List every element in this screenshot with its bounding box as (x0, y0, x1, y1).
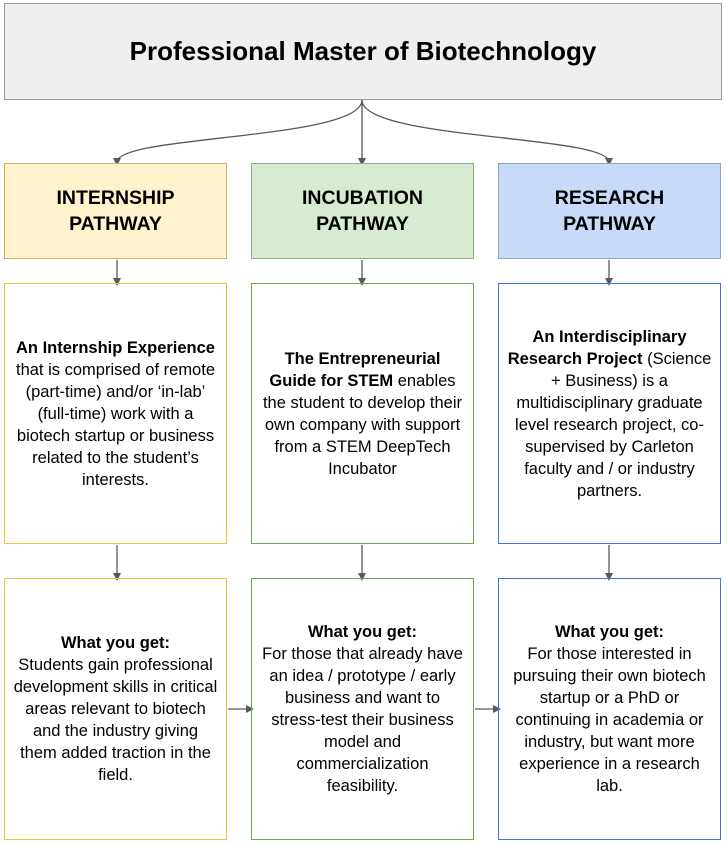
diagram-title: Professional Master of Biotechnology (129, 36, 597, 66)
research-description-bold: An Interdisciplinary Research Project (507, 327, 687, 368)
connector-title-internship (117, 100, 362, 162)
research-description-text: (Science + Business) is a multidisciplinary graduate level research project, co-supervised by Carleton faculty and / or industry partners. (515, 349, 712, 500)
incubation-benefits-heading: What you get: (307, 623, 418, 641)
internship-description-box (4, 283, 227, 544)
internship-description-bold: An Internship Experience (16, 338, 215, 357)
incubation-benefits-text: For those that already have an idea / prototype / early business and want to stress-test their business model and commercialization feasibility. (262, 645, 463, 795)
research-description (507, 326, 712, 502)
internship-benefits-heading: What you get: (60, 634, 171, 652)
research-pathway-header (498, 163, 721, 259)
internship-header-line1: INTERNSHIP (56, 187, 175, 209)
connector-title-research (362, 100, 609, 162)
research-benefits-text: For those interested in pursuing their own biotech startup or a PhD or continuing in academia or industry, but want more experience in a research lab. (513, 645, 706, 795)
incubation-pathway-header (251, 163, 474, 259)
incubation-description-bold: The Entrepreneurial Guide for STEM (269, 349, 441, 390)
internship-header-line2: PATHWAY (69, 213, 162, 235)
research-header-line2: PATHWAY (563, 213, 656, 235)
research-benefits-heading: What you get: (554, 623, 665, 641)
incubation-description (260, 348, 465, 480)
internship-description-text: that is comprised of remote (part-time) and/or ‘in-lab’ (full-time) work with a biotech startup or business related to the student’s interests. (16, 360, 215, 489)
incubation-header-line1: INCUBATION (302, 187, 423, 209)
incubation-header-line2: PATHWAY (316, 213, 409, 235)
incubation-description-text: enables the student to develop their own company with support from a STEM DeepTech Incubator (262, 371, 463, 478)
incubation-benefits-box (251, 578, 474, 840)
research-benefits-box (498, 578, 721, 840)
incubation-description-box (251, 283, 474, 544)
internship-description (13, 337, 218, 491)
title-box (4, 3, 722, 100)
internship-pathway-header (4, 163, 227, 259)
research-header-line1: RESEARCH (554, 187, 665, 209)
internship-benefits-box (4, 578, 227, 840)
research-description-box (498, 283, 721, 544)
internship-benefits-text: Students gain professional development skills in critical areas relevant to biotech and the industry giving them added traction in the field. (13, 656, 218, 784)
